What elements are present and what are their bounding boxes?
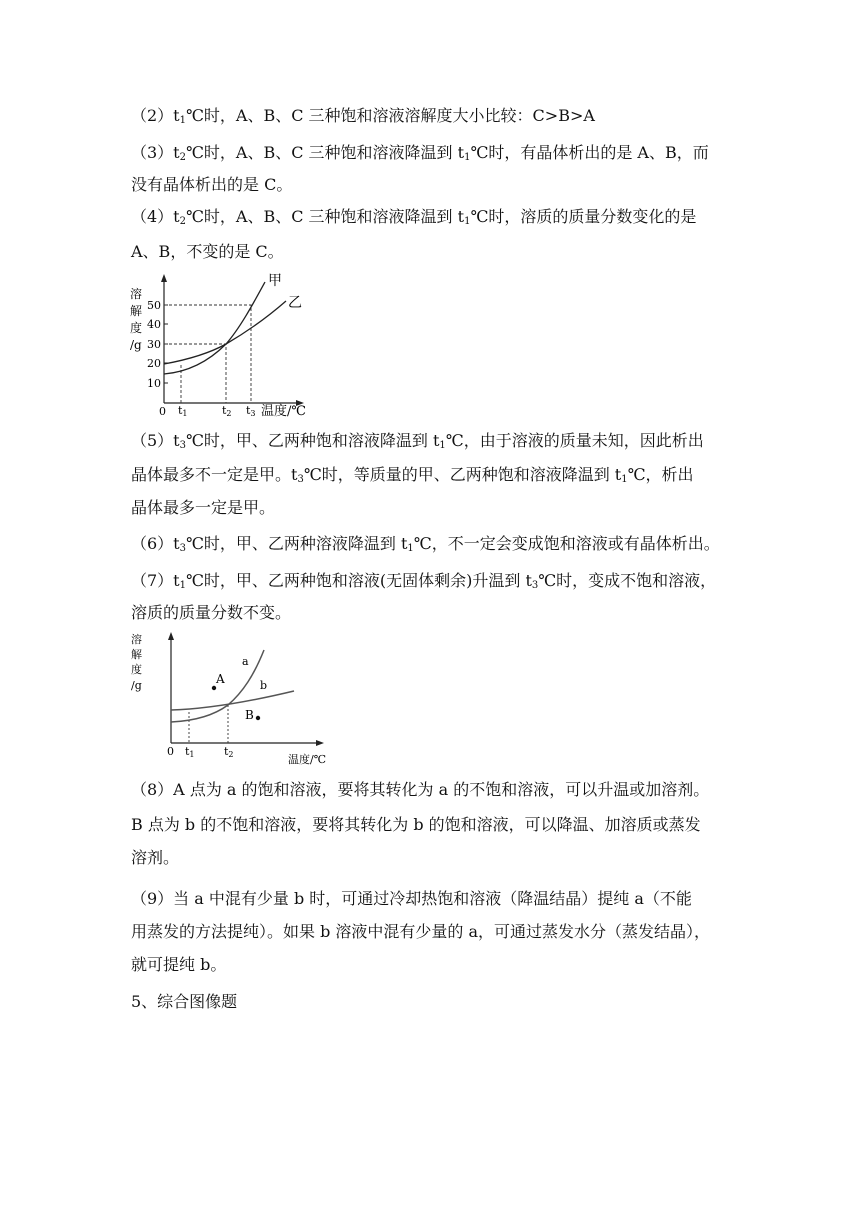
item-9-line-3: 就可提纯 b。 xyxy=(131,955,227,974)
item-5-line-2: 晶体最多不一定是甲。$t_3℃$时，等质量的甲、乙两种饱和溶液降温到 $t_1℃$，析出 xyxy=(131,465,694,485)
chart2-y-arrow xyxy=(168,632,174,640)
item-4-line-1: $(4)t_2℃$时，A、B、C 三种饱和溶液降温到 $t_1℃$时，溶质的质量分数变化的是 xyxy=(131,207,697,227)
chart2-point-b-label: B xyxy=(245,708,254,722)
chart1-xtick-t2: t2 xyxy=(222,404,232,418)
chart1-ytick-50: 50 xyxy=(147,299,161,312)
chart1-xtick-t1: t1 xyxy=(178,404,188,418)
item-8-line-1: （8）A 点为 a 的饱和溶液，要将其转化为 a 的不饱和溶液，可以升温或加溶剂。 xyxy=(131,780,710,799)
chart2-label-a: a xyxy=(242,655,249,668)
chart1-ylabel-2: 解 xyxy=(130,304,143,318)
item-9-line-2: 用蒸发的方法提纯）。如果 b 溶液中混有少量的 a，可通过蒸发水分（蒸发结晶）， xyxy=(131,922,711,941)
solubility-chart-1 xyxy=(128,268,318,420)
chart1-curve-jia xyxy=(164,282,265,374)
item-6: $(6)t_3℃$时，甲、乙两种溶液降温到 $t_1℃$，不一定会变成饱和溶液或有晶体析出。 xyxy=(131,534,720,554)
chart2-xlabel: 温度/℃ xyxy=(288,753,327,766)
chart1-ytick-30: 30 xyxy=(147,338,161,351)
chart2-ylabel-2: 解 xyxy=(131,648,142,661)
chart2-xtick-t1: t1 xyxy=(185,745,195,759)
chart2-ylabel-4: /g xyxy=(131,679,142,692)
chart1-xlabel: 温度/℃ xyxy=(261,404,306,419)
item-7-line-1: $(7)t_1℃$时，甲、乙两种饱和溶液(无固体剩余)升温到 $t_3℃$时，变成不饱和溶液， xyxy=(131,571,717,591)
chart1-origin: 0 xyxy=(159,405,166,418)
item-9-line-1: （9）当 a 中混有少量 b 时，可通过冷却热饱和溶液（降温结晶）提纯 a（不能 xyxy=(131,889,692,908)
chart1-label-jia: 甲 xyxy=(268,273,282,289)
chart2-point-a xyxy=(212,686,216,690)
chart2-ylabel-3: 度 xyxy=(131,663,142,676)
item-3-line-1: $(3)t_2℃$时，A、B、C 三种饱和溶液降温到 $t_1℃$时，有晶体析出的是 A、B，而 xyxy=(131,143,709,163)
item-5-line-3: 晶体最多一定是甲。 xyxy=(131,498,276,517)
chart2-xtick-t2: t2 xyxy=(224,745,234,759)
chart1-ylabel-4: /g xyxy=(130,338,142,352)
item-8-line-2: B 点为 b 的不饱和溶液，要将其转化为 b 的饱和溶液，可以降温、加溶质或蒸发 xyxy=(131,815,701,834)
solubility-chart-2 xyxy=(128,630,338,768)
item-4-line-2: A、B，不变的是 C。 xyxy=(131,242,284,261)
chart1-ylabel-1: 溶 xyxy=(130,287,143,301)
chart2-origin: 0 xyxy=(167,745,174,758)
chart1-curve-yi xyxy=(164,301,286,364)
chart1-guide-50 xyxy=(164,305,251,403)
item-3-line-2: 没有晶体析出的是 C。 xyxy=(131,175,293,194)
chart2-x-arrow xyxy=(316,740,324,746)
item-2: $(2)t_1℃$时，A、B、C 三种饱和溶液溶解度大小比较：C>B>A xyxy=(131,106,595,126)
chart2-point-a-label: A xyxy=(216,672,225,686)
section-heading-5: 5、综合图像题 xyxy=(131,992,238,1011)
chart1-ytick-20: 20 xyxy=(147,357,161,370)
chart2-ylabel-1: 溶 xyxy=(131,633,142,646)
chart2-label-b: b xyxy=(260,679,268,692)
chart1-y-arrow xyxy=(161,274,167,282)
chart1-ytick-10: 10 xyxy=(147,377,161,390)
item-7-line-2: 溶质的质量分数不变。 xyxy=(131,603,292,622)
item-5-line-1: $(5)t_3℃$时，甲、乙两种饱和溶液降温到 $t_1℃$，由于溶液的质量未知，因此析出 xyxy=(131,431,704,451)
chart1-label-yi: 乙 xyxy=(288,295,302,311)
chart1-xtick-t3: t3 xyxy=(246,404,256,418)
chart1-ytick-40: 40 xyxy=(147,318,161,331)
item-8-line-3: 溶剂。 xyxy=(131,848,180,867)
chart1-ylabel-3: 度 xyxy=(130,321,143,335)
chart2-point-b xyxy=(256,716,260,720)
